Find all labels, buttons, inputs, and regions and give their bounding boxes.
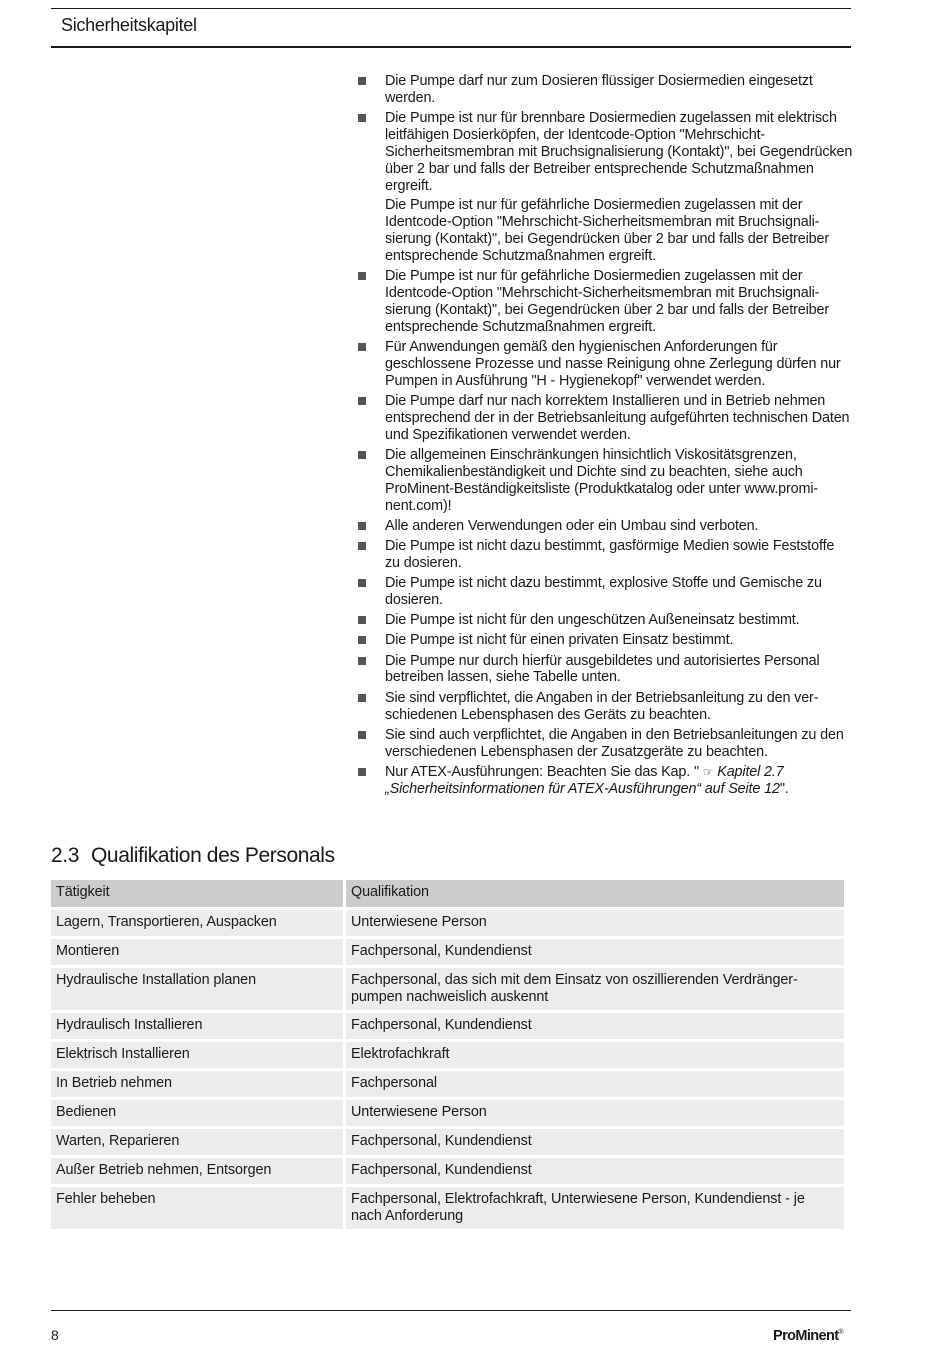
list-item: Die Pumpe ist nicht für den ungeschützen Außeneinsatz bestimmt.	[358, 612, 853, 629]
section-heading	[51, 844, 335, 868]
header-bottom-rule	[51, 46, 851, 48]
pointing-hand-icon: ☞	[702, 764, 714, 779]
bullet-square-icon	[358, 616, 366, 624]
bullet-square-icon	[358, 522, 366, 530]
list-item: Die Pumpe nur durch hierfür ausgebildetes und autorisiertes Personal betreiben lassen, siehe Tabelle unten.	[358, 653, 853, 687]
activity-cell: Montieren	[51, 939, 343, 965]
qualification-cell: Unterwiesene Person	[346, 1100, 844, 1126]
activity-cell: In Betrieb nehmen	[51, 1071, 343, 1097]
activity-cell: Warten, Reparieren	[51, 1129, 343, 1155]
activity-cell: Elektrisch Installieren	[51, 1042, 343, 1068]
table-row	[51, 1013, 844, 1039]
list-item-atex: Nur ATEX-Ausführungen: Beachten Sie das Kap. " ☞ Kapitel 2.7 „Sicherheitsinformationen für ATEX-Ausführungen“ auf Seite 12".	[358, 764, 853, 798]
list-item: Die Pumpe ist nicht dazu bestimmt, explosive Stoffe und Gemische zu dosieren.	[358, 575, 853, 609]
qualification-cell: Fachpersonal, Elektrofachkraft, Unterwiesene Person, Kundendienst - je nach Anforderung	[346, 1187, 844, 1229]
table-row	[51, 1042, 844, 1068]
chapter-2-7-link[interactable]: Kapitel 2.7 „Sicherheitsinformationen für ATEX-Ausführungen“ auf Seite 12	[385, 763, 784, 797]
activity-cell: Hydraulische Installation planen	[51, 968, 343, 1010]
activity-cell: Lagern, Transportieren, Auspacken	[51, 910, 343, 936]
list-item: Sie sind auch verpflichtet, die Angaben in den Betriebsanleitungen zu den verschiedenen Lebensphasen der Zusatzgeräte zu beachten.	[358, 727, 853, 761]
bullet-square-icon	[358, 77, 366, 85]
list-item: Alle anderen Verwendungen oder ein Umbau sind verboten.	[358, 518, 853, 535]
bullet-square-icon	[358, 272, 366, 280]
list-item: Die Pumpe darf nur nach korrektem Installieren und in Betrieb nehmen entsprechend der in der Betriebsanleitung aufgeführten technischen Daten und Spezifikationen verwendet werden.	[358, 393, 853, 444]
table-header-row	[51, 880, 844, 907]
bullet-square-icon	[358, 731, 366, 739]
qualification-table	[48, 877, 847, 1232]
list-item: Die Pumpe ist nur für gefährliche Dosiermedien zugelassen mit der Identcode-Option "Mehrschicht-Sicherheitsmembran mit Bruchsignalisierung (Kontakt)", bei Gegendrücken über 2 bar und falls der Betreiber entsprechende Schutzmaßnahmen ergreift.	[358, 268, 853, 336]
list-item: Die allgemeinen Einschränkungen hinsichtlich Viskositätsgrenzen, Chemikalienbeständigkeit und Dichte sind zu beachten, siehe auch ProMinent-Beständigkeitsliste (Produktkatalog oder unter www.prominent.com)!	[358, 447, 853, 515]
bullet-square-icon	[358, 114, 366, 122]
table-row	[51, 939, 844, 965]
qualification-cell: Fachpersonal, Kundendienst	[346, 939, 844, 965]
list-item: Die Pumpe darf nur zum Dosieren flüssiger Dosiermedien eingesetzt werden.	[358, 73, 853, 107]
list-item: Die Pumpe ist nur für brennbare Dosiermedien zugelassen mit elektrisch leitfähigen Dosierköpfen, der Identcode-Option "Mehrschicht-Sicherheitsmembran mit Bruchsignalisierung (Kontakt)", bei Gegendrücken über 2 bar und falls der Betreiber entsprechende Schutzmaßnahmen ergreift.	[358, 110, 853, 195]
bullet-square-icon	[358, 451, 366, 459]
safety-bullet-list	[358, 73, 853, 801]
table-row	[51, 1100, 844, 1126]
table-row	[51, 1129, 844, 1155]
table-row	[51, 1187, 844, 1229]
qualification-cell: Fachpersonal, Kundendienst	[346, 1013, 844, 1039]
page-number: 8	[51, 1327, 59, 1343]
section-title: Qualifikation des Personals	[91, 844, 335, 867]
qualification-cell: Unterwiesene Person	[346, 910, 844, 936]
qualification-cell: Elektrofachkraft	[346, 1042, 844, 1068]
list-item: Die Pumpe ist nicht für einen privaten Einsatz bestimmt.	[358, 632, 853, 649]
bullet-square-icon	[358, 579, 366, 587]
qualification-cell: Fachpersonal	[346, 1071, 844, 1097]
column-header-qualification: Qualifikation	[346, 880, 844, 907]
header-top-rule	[51, 8, 851, 9]
list-item: Die Pumpe ist nicht dazu bestimmt, gasförmige Medien sowie Feststoffe zu dosieren.	[358, 538, 853, 572]
table-row	[51, 968, 844, 1010]
table-row	[51, 910, 844, 936]
section-number: 2.3	[51, 844, 79, 867]
activity-cell: Hydraulisch Installieren	[51, 1013, 343, 1039]
bullet-square-icon	[358, 694, 366, 702]
bullet-square-icon	[358, 768, 366, 776]
activity-cell: Bedienen	[51, 1100, 343, 1126]
column-header-activity: Tätigkeit	[51, 880, 343, 907]
table-row	[51, 1158, 844, 1184]
header-title: Sicherheitskapitel	[61, 15, 197, 35]
bullet-square-icon	[358, 343, 366, 351]
footer-rule	[51, 1310, 851, 1311]
prominent-logo: ProMinent®	[773, 1328, 844, 1344]
qualification-cell: Fachpersonal, das sich mit dem Einsatz von oszillierenden Verdrängerpumpen nachweislich auskennt	[346, 968, 844, 1010]
bullet-square-icon	[358, 657, 366, 665]
bullet-square-icon	[358, 542, 366, 550]
table-row	[51, 1071, 844, 1097]
qualification-cell: Fachpersonal, Kundendienst	[346, 1129, 844, 1155]
qualification-cell: Fachpersonal, Kundendienst	[346, 1158, 844, 1184]
bullet-square-icon	[358, 397, 366, 405]
activity-cell: Fehler beheben	[51, 1187, 343, 1229]
list-item: Für Anwendungen gemäß den hygienischen Anforderungen für geschlossene Prozesse und nasse Reinigung ohne Zerlegung dürfen nur Pumpen in Ausführung "H - Hygienekopf" verwendet werden.	[358, 339, 853, 390]
bullet-square-icon	[358, 636, 366, 644]
activity-cell: Außer Betrieb nehmen, Entsorgen	[51, 1158, 343, 1184]
list-item: Sie sind verpflichtet, die Angaben in der Betriebsanleitung zu den verschiedenen Lebensphasen des Geräts zu beachten.	[358, 690, 853, 724]
list-item-continuation: Die Pumpe ist nur für gefährliche Dosiermedien zugelassen mit der Identcode-Option "Mehrschicht-Sicherheitsmembran mit Bruchsignalisierung (Kontakt)", bei Gegendrücken über 2 bar und falls der Betreiber entsprechende Schutzmaßnahmen ergreift.	[385, 196, 830, 264]
